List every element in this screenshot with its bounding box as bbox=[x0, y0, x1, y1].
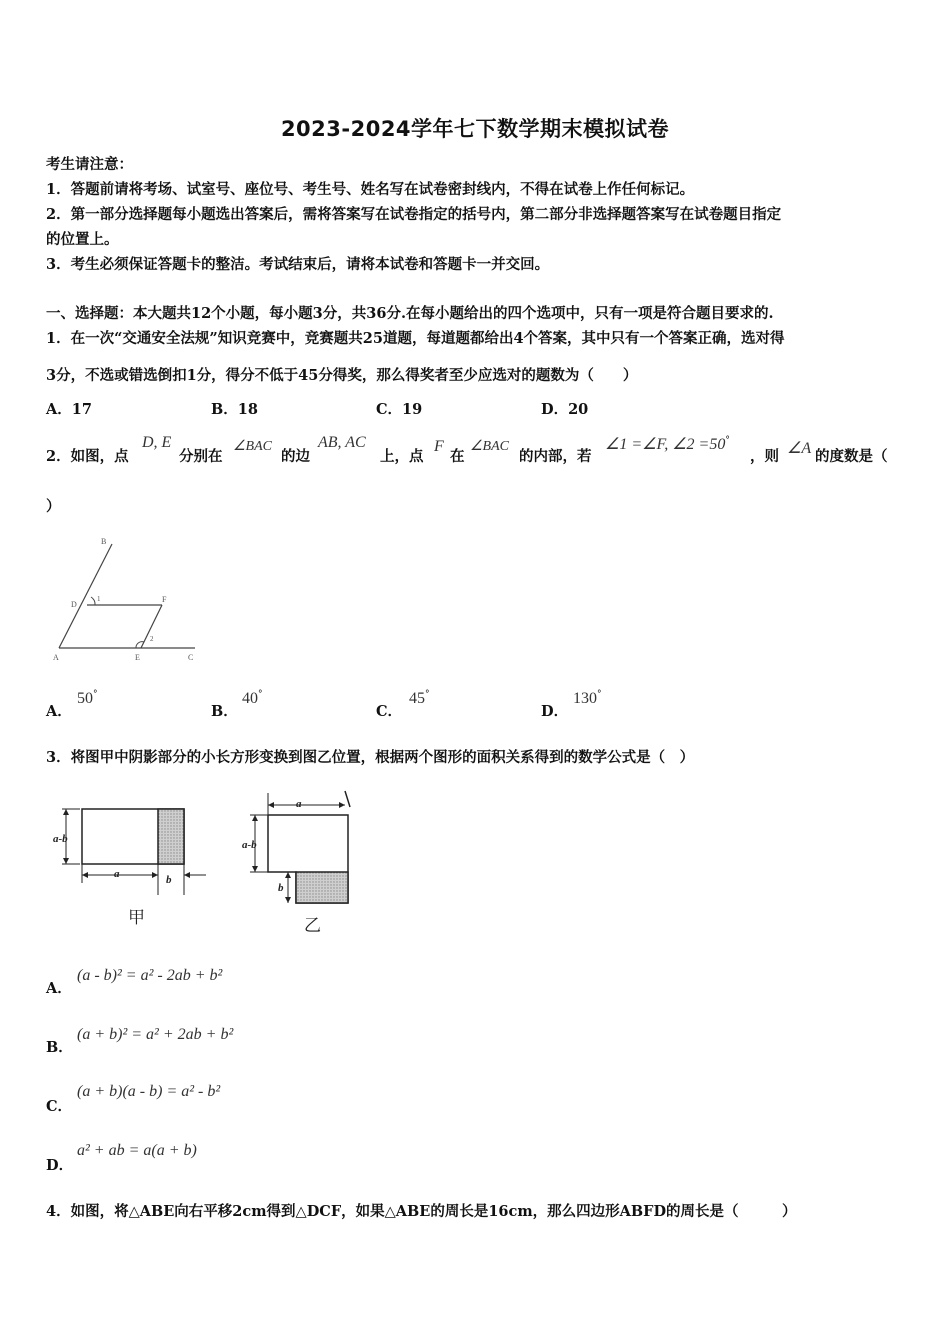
q3-option-d-letter: D． bbox=[46, 1157, 74, 1174]
jia-dim-arrows bbox=[184, 872, 190, 878]
q2-option-d-letter: D． bbox=[541, 703, 569, 720]
q3-figure-yi bbox=[240, 785, 365, 935]
label-c: C bbox=[188, 653, 194, 662]
yi-caption: 乙 bbox=[304, 916, 321, 935]
section-heading: 一、选择题：本大题共12个小题，每小题3分，共36分.在每小题给出的四个选项中，只有一项是符合题目要求的. bbox=[46, 305, 774, 322]
q2-math-angle-a: ∠A bbox=[787, 440, 812, 457]
notice-item-1: 1．答题前请将考场、试室号、座位号、考生号、姓名写在试卷密封线内，不得在试卷上作任何标记。 bbox=[46, 181, 695, 198]
yi-shaded-strip bbox=[296, 872, 348, 903]
q1-option-b: B．18 bbox=[211, 401, 258, 418]
q2-option-c-value bbox=[409, 688, 430, 708]
q3-option-b-formula: (a + b)² = a² + 2ab + b² bbox=[77, 1026, 234, 1043]
q4-text: 4．如图，将△ABE向右平移2cm得到△DCF，如果△ABE的周长是16cm，那么四边形ABFD的周长是（ ） bbox=[46, 1203, 797, 1220]
q2-option-b-value bbox=[242, 688, 263, 708]
jia-label-amb: a-b bbox=[53, 833, 68, 845]
label-1: 1 bbox=[97, 595, 101, 603]
q2-option-b-number: 40 bbox=[242, 690, 258, 707]
q2-option-a-letter: A． bbox=[46, 703, 72, 720]
yi-dim-tick bbox=[345, 791, 350, 807]
q2-math-de: D, E bbox=[142, 434, 172, 451]
q2-text-part5: 在 bbox=[450, 448, 465, 465]
q2-math-condition-text: ∠1 =∠F, ∠2 =50 bbox=[605, 436, 726, 453]
jia-caption: 甲 bbox=[128, 908, 145, 927]
label-f: F bbox=[162, 595, 167, 604]
q3-option-b-letter: B． bbox=[46, 1039, 73, 1056]
q2-option-a-value bbox=[77, 688, 98, 708]
degree-mark: ° bbox=[425, 689, 430, 700]
yi-label-a: a bbox=[296, 798, 302, 810]
q2-text-part7: ，则 bbox=[750, 448, 779, 465]
q2-option-a-number: 50 bbox=[77, 690, 93, 707]
page-title: 2023-2024学年七下数学期末模拟试卷 bbox=[280, 117, 670, 141]
q2-figure bbox=[45, 530, 205, 665]
degree-mark: ° bbox=[258, 689, 263, 700]
label-e: E bbox=[135, 653, 140, 662]
jia-shaded-strip bbox=[158, 809, 184, 864]
q3-option-c-letter: C． bbox=[46, 1098, 73, 1115]
degree-mark: ° bbox=[597, 689, 602, 700]
yi-label-b: b bbox=[278, 882, 284, 894]
q3-option-c-formula: (a + b)(a - b) = a² - b² bbox=[77, 1083, 221, 1100]
label-d: D bbox=[71, 600, 77, 609]
q3-option-a-letter: A． bbox=[46, 980, 72, 997]
jia-label-a: a bbox=[114, 868, 120, 880]
angle-arc-1 bbox=[91, 597, 95, 605]
q2-text-part3: 的边 bbox=[281, 448, 310, 465]
q1-option-c: C．19 bbox=[376, 401, 423, 418]
q2-text-part1: 2．如图，点 bbox=[46, 448, 129, 465]
q3-option-d-formula: a² + ab = a(a + b) bbox=[77, 1142, 197, 1159]
q2-math-f: F bbox=[434, 438, 444, 455]
label-2: 2 bbox=[150, 635, 154, 643]
q2-math-angle-bac-2: ∠BAC bbox=[470, 439, 509, 454]
q1-text-line2: 3分，不选或错选倒扣1分，得分不低于45分得奖，那么得奖者至少应选对的题数为（ ） bbox=[46, 367, 638, 384]
q2-text-part8: 的度数是（ bbox=[815, 448, 888, 465]
q2-math-condition bbox=[605, 434, 730, 454]
line-ab bbox=[59, 544, 112, 648]
notice-item-2-cont: 的位置上。 bbox=[46, 231, 119, 248]
notice-item-2: 2．第一部分选择题每小题选出答案后，需将答案写在试卷指定的括号内，第二部分非选择题答案写在试卷题目指定 bbox=[46, 206, 782, 223]
q2-option-d-value bbox=[573, 688, 602, 708]
notice-item-3: 3．考生必须保证答题卡的整洁。考试结束后，请将本试卷和答题卡一并交回。 bbox=[46, 256, 550, 273]
label-b: B bbox=[101, 537, 107, 546]
q2-option-c-number: 45 bbox=[409, 690, 425, 707]
notice-header: 考生请注意： bbox=[46, 156, 133, 173]
jia-label-b: b bbox=[166, 874, 172, 886]
q1-option-a: A．17 bbox=[46, 401, 92, 418]
q2-option-b-letter: B． bbox=[211, 703, 238, 720]
q2-math-ab-ac: AB, AC bbox=[318, 434, 366, 451]
q2-math-angle-bac: ∠BAC bbox=[233, 439, 272, 454]
yi-label-amb: a-b bbox=[242, 839, 257, 851]
q2-text-part4: 上，点 bbox=[380, 448, 424, 465]
label-a: A bbox=[53, 653, 59, 662]
q2-text-part2: 分别在 bbox=[179, 448, 223, 465]
q3-text: 3．将图甲中阴影部分的小长方形变换到图乙位置，根据两个图形的面积关系得到的数学公式是（ ） bbox=[46, 749, 695, 766]
q2-option-c-letter: C． bbox=[376, 703, 403, 720]
q2-close-paren: ） bbox=[46, 498, 61, 515]
q1-text-line1: 1．在一次“交通安全法规”知识竞赛中，竞赛题共25道题，每道题都给出4个答案，其中只有一个答案正确，选对得 bbox=[46, 330, 785, 347]
q3-option-a-formula: (a - b)² = a² - 2ab + b² bbox=[77, 967, 223, 984]
q2-option-d-number: 130 bbox=[573, 690, 597, 707]
q3-figure-jia bbox=[50, 795, 215, 940]
degree-mark: ° bbox=[93, 689, 98, 700]
degree-mark: ° bbox=[725, 435, 730, 446]
q1-option-d: D．20 bbox=[541, 401, 589, 418]
q2-text-part6: 的内部，若 bbox=[519, 448, 592, 465]
